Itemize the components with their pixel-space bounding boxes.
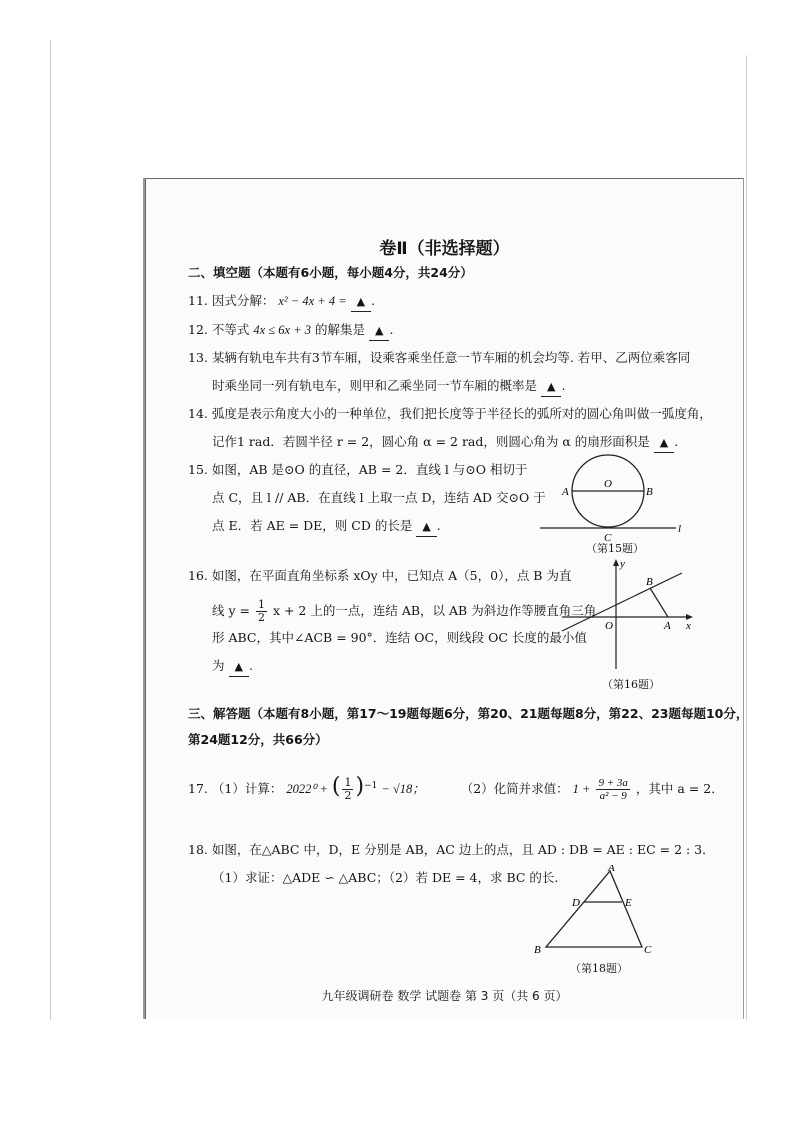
label-e: E [625,897,632,909]
section-heading-fill-in: 二、填空题（本题有6小题，每小题4分，共24分） [188,265,473,280]
fraction-expression: $\frac{9 + 3a}{\text{a² − 9}}$ [598,777,628,803]
question-14-line-1: 14. 弧度是表示角度大小的一种单位，我们把长度等于半径长的弧所对的圆心角叫做一弧度角， [188,406,712,421]
label-d: D [572,897,580,909]
section-heading-solutions-1: 三、解答题（本题有8小题，第17～19题每题6分，第20、21题每题8分，第22、23题每题10分， [188,706,749,721]
label-o: O [605,620,613,632]
question-18-line-1: 18. 如图，在△ABC 中，D，E 分别是 AB，AC 边上的点，且 AD : DB = AE : EC = 2 : 3． [188,842,715,857]
exam-page [145,178,749,1019]
question-15-line-1: 15. 如图，AB 是⊙O 的直径，AB = 2．直线 l 与⊙O 相切于 [188,462,528,477]
section-heading-solutions-2: 第24题12分，共66分） [188,732,328,747]
question-12: 12. 不等式 4x ≤ 6x + 3 的解集是 ▲ . [188,321,393,341]
figure-18 [528,865,658,960]
answer-blank[interactable]: ▲ [369,322,389,341]
label-a: A [608,865,615,874]
fraction-one-half: $\frac{1}{2}$ [257,598,265,624]
label-l: l [678,523,682,535]
label-a: A [664,620,671,632]
triangle-abc [546,871,642,947]
segment-ab [650,588,668,617]
scan-edge-right [746,55,747,1020]
answer-blank[interactable]: ▲ [351,293,371,312]
question-14-line-2: 记作1 rad．若圆半径 r = 2，圆心角 α = 2 rad，则圆心角为 α 的扇形面积是 ▲ . [212,433,678,453]
label-c: C [604,532,612,544]
question-15-line-3: 点 E．若 AE = DE，则 CD 的长是 ▲ . [212,517,441,537]
question-17: 17. （1）计算： 2022⁰ + ( $\frac{1}{2}$ )$^{-1}$ − √18； （2）化简并求值： 1 + $\frac{9 + 3a}{\text{a² − 9}}$ ，其中 a = 2． [188,774,724,803]
question-16-line-1: 16. 如图，在平面直角坐标系 xOy 中，已知点 A（5，0），点 B 为直 [188,568,572,583]
answer-blank[interactable]: ▲ [541,378,561,397]
label-c: C [644,944,652,956]
question-13-line-1: 13. 某辆有轨电车共有3节车厢，设乘客乘坐任意一节车厢的机会均等. 若甲、乙两位乘客同 [188,350,691,365]
answer-blank[interactable]: ▲ [416,518,436,537]
figure-16 [558,557,698,677]
question-18-line-2: （1）求证：△ADE ∽ △ABC；（2）若 DE = 4，求 BC 的长. [212,870,559,885]
y-axis-arrow [613,559,619,566]
page-title: 卷Ⅱ（非选择题） [379,239,510,259]
fraction-one-half: $\frac{1}{2}$ [344,776,352,803]
figure-16-caption: （第16题） [602,678,660,691]
scan-edge-left [50,40,51,1020]
label-a: A [562,486,569,498]
label-x: x [686,620,691,632]
label-y: y [620,558,625,570]
question-13-line-2: 时乘坐同一列有轨电车，则甲和乙乘坐同一节车厢的概率是 ▲ . [212,377,565,397]
label-b: B [646,576,653,588]
figure-15-caption: （第15题） [586,542,644,555]
question-16-line-2: 线 y = $\frac{1}{2}$ x + 2 上的一点，连结 AB，以 AB 为斜边作等腰直角三角 [212,598,597,624]
label-b: B [534,944,541,956]
page-footer: 九年级调研卷 数学 试题卷 第 3 页（共 6 页） [321,989,568,1003]
label-b: B [646,486,653,498]
question-16-line-3: 形 ABC，其中∠ACB = 90°．连结 OC，则线段 OC 长度的最小值 [212,630,587,645]
question-15-line-2: 点 C，且 l // AB．在直线 l 上取一点 D，连结 AD 交⊙O 于 [212,490,546,505]
answer-blank[interactable]: ▲ [229,658,249,677]
label-o: O [604,478,612,490]
question-11: 11. 因式分解： x² − 4x + 4 = ▲ . [188,292,375,312]
figure-18-caption: （第18题） [570,962,628,975]
question-16-line-4: 为 ▲ . [212,657,253,677]
answer-blank[interactable]: ▲ [654,434,674,453]
